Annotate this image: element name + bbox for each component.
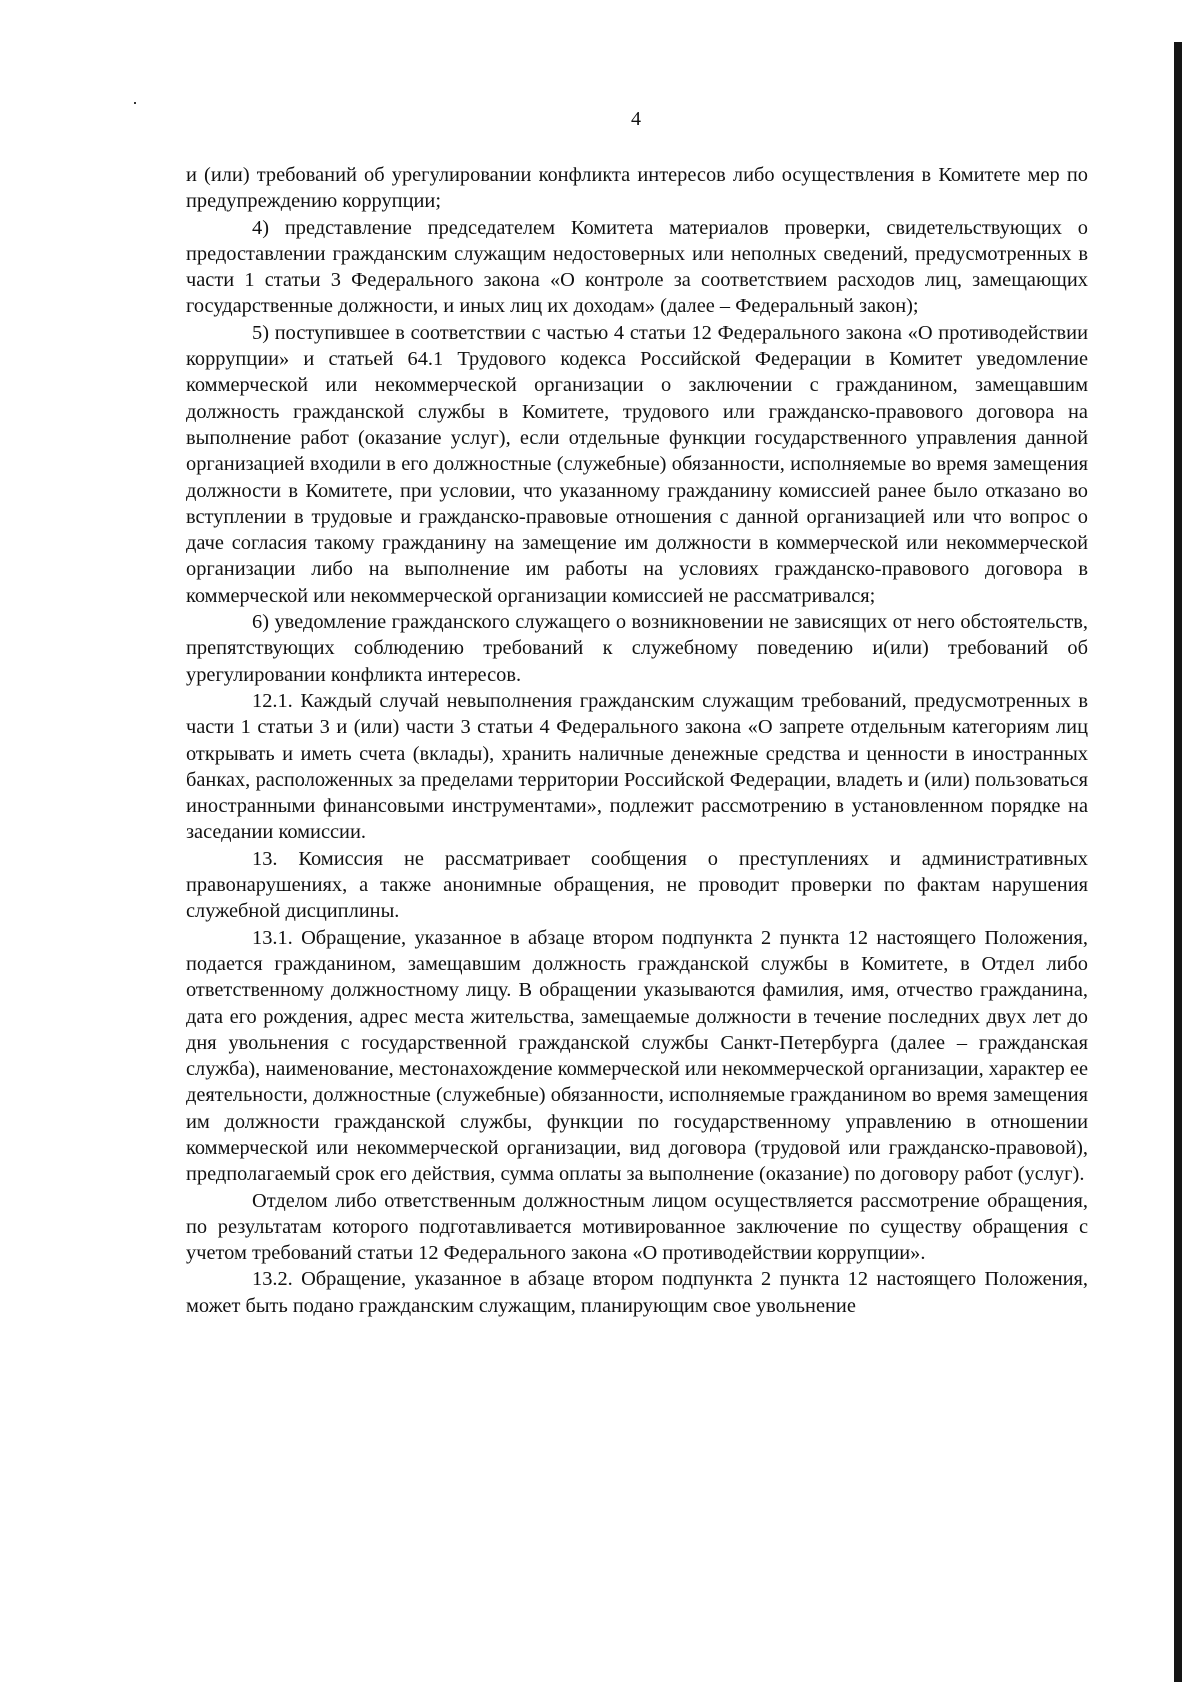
scan-speck bbox=[134, 102, 136, 104]
paragraph-item-4: 4) представление председателем Комитета материалов проверки, свидетельствующих о предоставлении гражданским служащим недостоверных или неполных сведений, предусмотренных в части 1 статьи 3 Федерального закона «О контроле за соответствием расходов лиц, замещающих государственные должности, и иных лиц их доходам» (далее – Федеральный закон); bbox=[186, 216, 1088, 318]
paragraph-12-1: 12.1. Каждый случай невыполнения гражданским служащим требований, предусмотренных в части 1 статьи 3 и (или) части 3 статьи 4 Федерального закона «О запрете отдельным категориям лиц открывать и иметь счета (вклады), хранить наличные денежные средства и ценности в иностранных банках, расположенных за пределами территории Российской Федерации, владеть и (или) пользоваться иностранными финансовыми инструментами», подлежит рассмотрению в установленном порядке на заседании комиссии. bbox=[186, 689, 1088, 844]
paragraph-item-5: 5) поступившее в соответствии с частью 4 статьи 12 Федерального закона «О противодействии коррупции» и статьей 64.1 Трудового кодекса Российской Федерации в Комитет уведомление коммерческой или некоммерческой организации о заключении с гражданином, замещавшим должность гражданской службы в Комитете, трудового или гражданско-правового договора на выполнение работ (оказание услуг), если отдельные функции государственного управления данной организацией входили в его должностные (служебные) обязанности, исполняемые во время замещения должности в Комитете, при условии, что указанному гражданину комиссией ранее было отказано во вступлении в трудовые и гражданско-правовые отношения с данной организацией или что вопрос о даче согласия такому гражданину на замещение им должности в коммерческой или некоммерческой организации либо на выполнение им работы на условиях гражданско-правового договора в коммерческой или некоммерческой организации комиссией не рассматривался; bbox=[186, 321, 1088, 607]
scan-edge-bar bbox=[1174, 42, 1182, 1682]
paragraph-continuation: и (или) требований об урегулировании конфликта интересов либо осуществления в Комитете мер по предупреждению коррупции; bbox=[186, 164, 1088, 213]
paragraph-13-1-review: Отделом либо ответственным должностным лицом осуществляется рассмотрение обращения, по результатам которого подготавливается мотивированное заключение по существу обращения с учетом требований статьи 12 Федерального закона «О противодействии коррупции». bbox=[186, 1189, 1088, 1265]
paragraph-13: 13. Комиссия не рассматривает сообщения о преступлениях и административных правонарушениях, а также анонимные обращения, не проводит проверки по фактам нарушения служебной дисциплины. bbox=[186, 847, 1088, 923]
page-number: 4 bbox=[631, 108, 641, 130]
paragraph-13-1: 13.1. Обращение, указанное в абзаце втором подпункта 2 пункта 12 настоящего Положения, подается гражданином, замещавшим должность гражданской службы в Комитете, в Отдел либо ответственному должностному лицу. В обращении указываются фамилия, имя, отчество гражданина, дата его рождения, адрес места жительства, замещаемые должности в течение последних двух лет до дня увольнения с государственной гражданской службы Санкт-Петербурга (далее – гражданская служба), наименование, местонахождение коммерческой или некоммерческой организации, характер ее деятельности, должностные (служебные) обязанности, исполняемые гражданином во время замещения им должности гражданской службы, функции по государственному управлению в отношении коммерческой или некоммерческой организации, вид договора (трудовой или гражданско-правовой), предполагаемый срок его действия, сумма оплаты за выполнение (оказание) по договору работ (услуг). bbox=[186, 926, 1088, 1186]
document-body bbox=[186, 162, 1088, 1319]
paragraph-13-2: 13.2. Обращение, указанное в абзаце втором подпункта 2 пункта 12 настоящего Положения, может быть подано гражданским служащим, планирующим свое увольнение bbox=[186, 1268, 1088, 1317]
paragraph-item-6: 6) уведомление гражданского служащего о возникновении не зависящих от него обстоятельств, препятствующих соблюдению требований к служебному поведению и(или) требований об урегулировании конфликта интересов. bbox=[186, 611, 1088, 686]
